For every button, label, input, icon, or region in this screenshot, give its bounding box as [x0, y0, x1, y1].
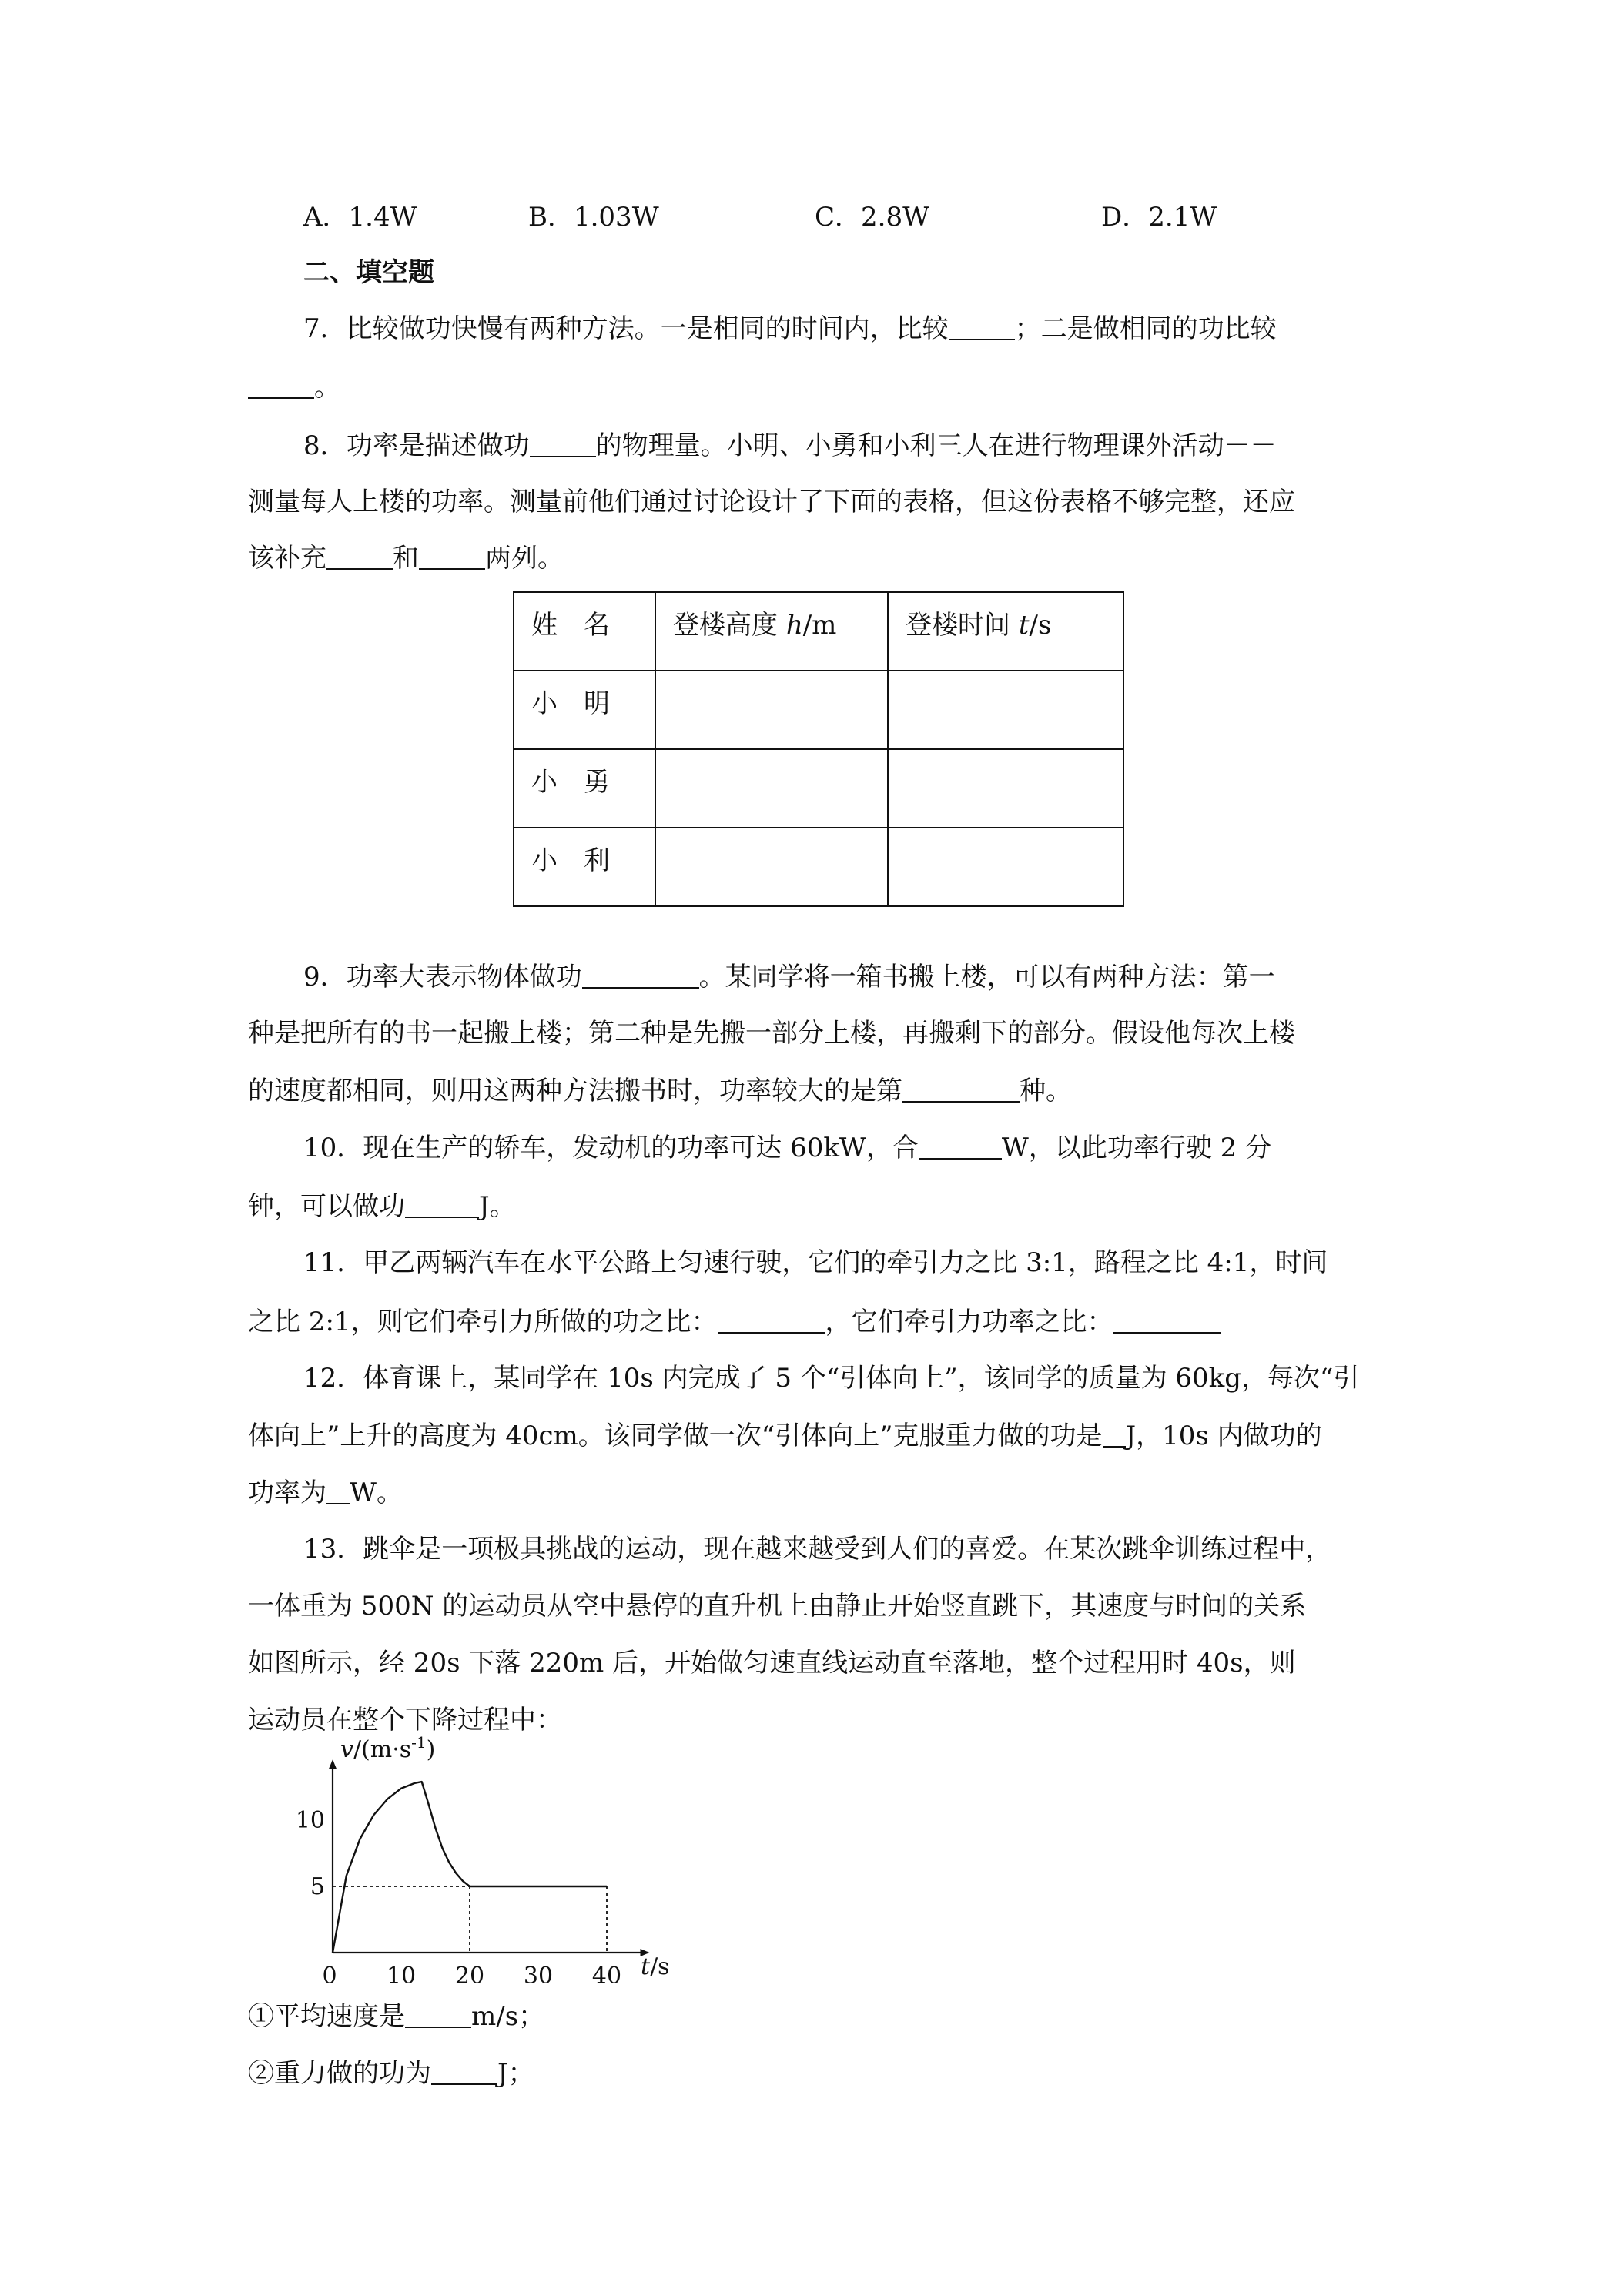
time-cell[interactable]	[888, 749, 1123, 828]
velocity-time-chart	[293, 1734, 693, 1996]
answer-blank[interactable]	[582, 961, 699, 989]
table-header-row	[514, 592, 1123, 671]
option-a: A．1.4W	[303, 202, 417, 233]
question-13-part-1: ①平均速度是 m/s；	[248, 2001, 545, 2032]
question-10-line-2: 钟，可以做功 J。	[248, 1191, 516, 1222]
answer-blank[interactable]	[248, 371, 314, 399]
question-9-line-3: 的速度都相同，则用这两种方法搬书时，功率较大的是第 种。	[248, 1076, 1072, 1106]
answer-blank[interactable]	[405, 1190, 479, 1218]
y-tick-label: 5	[310, 1873, 325, 1900]
x-tick-label: 0	[322, 1963, 337, 1990]
time-cell[interactable]	[888, 828, 1123, 906]
header-time: 登楼时间 t/s	[888, 592, 1123, 671]
row-name: 小 明	[514, 671, 655, 749]
answer-blank[interactable]	[326, 542, 393, 570]
question-8-line-1: 8．功率是描述做功 的物理量。小明、小勇和小利三人在进行物理课外活动－－	[303, 430, 1277, 461]
option-c: C．2.8W	[815, 202, 930, 233]
answer-blank[interactable]	[419, 542, 485, 570]
header-height: 登楼高度 h/m	[655, 592, 888, 671]
question-7-line-2: 。	[248, 371, 340, 403]
question-11-line-1: 11．甲乙两辆汽车在水平公路上匀速行驶，它们的牵引力之比 3:1，路程之比 4:1，时间	[303, 1247, 1328, 1278]
x-tick-label: 40	[591, 1963, 622, 1990]
table-row	[514, 671, 1123, 749]
answer-blank[interactable]	[405, 2000, 471, 2028]
question-12-line-3: 功率为 W。	[248, 1478, 403, 1508]
answer-blank[interactable]	[949, 313, 1015, 340]
x-tick-label: 30	[523, 1963, 554, 1990]
header-name: 姓 名	[514, 592, 655, 671]
question-10-line-1: 10．现在生产的轿车，发动机的功率可达 60kW，合 W，以此功率行驶 2 分	[303, 1133, 1272, 1163]
question-12-line-1: 12．体育课上，某同学在 10s 内完成了 5 个“引体向上”，该同学的质量为 60kg，每次“引	[303, 1363, 1360, 1394]
stair-power-table	[513, 591, 1124, 907]
question-8-line-2: 测量每人上楼的功率。测量前他们通过讨论设计了下面的表格，但这份表格不够完整，还应	[248, 487, 1295, 517]
question-13-line-1: 13．跳伞是一项极具挑战的运动，现在越来越受到人们的喜爱。在某次跳伞训练过程中，	[303, 1534, 1332, 1565]
answer-blank[interactable]	[902, 1075, 1020, 1103]
question-13-line-4: 运动员在整个下降过程中：	[248, 1705, 562, 1735]
answer-blank[interactable]	[431, 2057, 497, 2085]
option-b: B．1.03W	[528, 202, 659, 233]
question-13-line-2: 一体重为 500N 的运动员从空中悬停的直升机上由静止开始竖直跳下，其速度与时间的关系	[248, 1591, 1307, 1622]
y-tick-label: 10	[295, 1807, 325, 1834]
x-tick-label: 10	[386, 1963, 417, 1990]
question-9-line-2: 种是把所有的书一起搬上楼；第二种是先搬一部分上楼，再搬剩下的部分。假设他每次上楼	[248, 1018, 1295, 1049]
section-title: 二、填空题	[303, 257, 434, 288]
answer-blank[interactable]	[530, 430, 596, 457]
answer-blank[interactable]	[1103, 1420, 1126, 1448]
answer-blank[interactable]	[1113, 1306, 1221, 1334]
question-13-line-3: 如图所示，经 20s 下落 220m 后，开始做匀速直线运动直至落地，整个过程用时 40s，则	[248, 1648, 1296, 1678]
height-cell[interactable]	[655, 828, 888, 906]
table-row	[514, 749, 1123, 828]
y-axis-label: $v/(m\cdot s^{-1})$	[340, 1734, 436, 1763]
height-cell[interactable]	[655, 749, 888, 828]
question-12-line-2: 体向上”上升的高度为 40cm。该同学做一次“引体向上”克服重力做的功是 J，10s 内做功的	[248, 1421, 1322, 1451]
x-tick-label: 20	[454, 1963, 485, 1990]
answer-blank[interactable]	[718, 1306, 825, 1334]
x-axis-label: t/s	[641, 1953, 670, 1980]
row-name: 小 勇	[514, 749, 655, 828]
answer-blank[interactable]	[919, 1132, 1002, 1160]
table-row	[514, 828, 1123, 906]
question-8-line-3: 该补充 和 两列。	[248, 543, 564, 574]
answer-blank[interactable]	[326, 1477, 350, 1504]
question-7-line-1: 7．比较做功快慢有两种方法。一是相同的时间内，比较 ；二是做相同的功比较	[303, 313, 1277, 344]
velocity-curve	[333, 1782, 607, 1953]
time-cell[interactable]	[888, 671, 1123, 749]
question-13-part-2: ②重力做的功为 J；	[248, 2058, 534, 2089]
question-9-line-1: 9．功率大表示物体做功 。某同学将一箱书搬上楼，可以有两种方法：第一	[303, 962, 1275, 992]
question-11-line-2: 之比 2:1，则它们牵引力所做的功之比： ，它们牵引力功率之比：	[248, 1306, 1221, 1337]
option-d: D．2.1W	[1101, 202, 1217, 233]
row-name: 小 利	[514, 828, 655, 906]
height-cell[interactable]	[655, 671, 888, 749]
